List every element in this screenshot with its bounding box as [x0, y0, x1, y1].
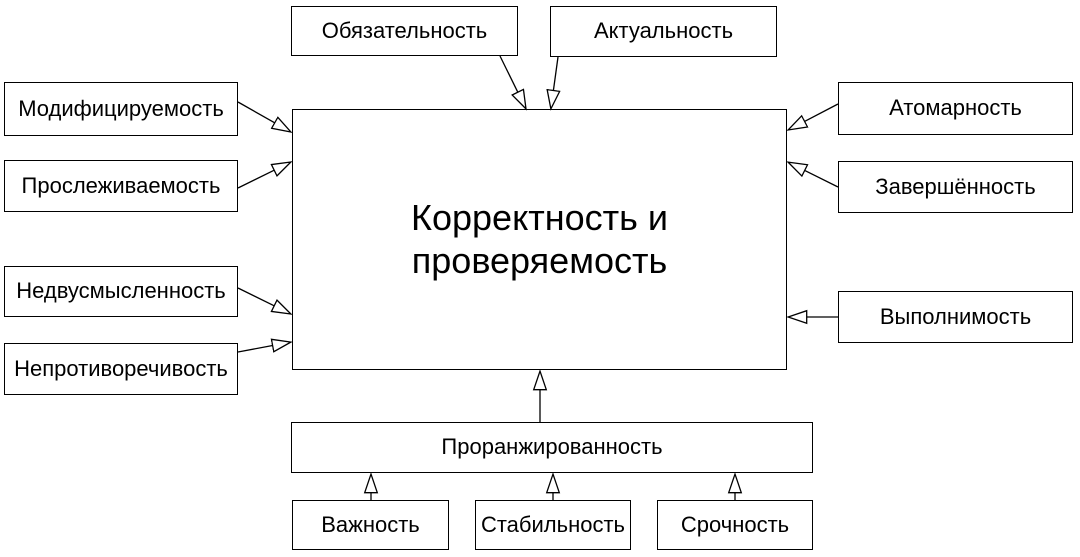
node-completeness: Завершённость	[838, 161, 1073, 213]
node-traceability: Прослеживаемость	[4, 160, 238, 212]
node-atomicity: Атомарность	[838, 82, 1073, 135]
edge-completeness-central	[805, 170, 838, 187]
edge-traceability-central	[238, 170, 274, 188]
node-importance: Важность	[292, 500, 449, 550]
edge-relevance-central	[553, 57, 558, 91]
node-unambiguity: Недвусмысленность	[4, 266, 238, 317]
node-urgency: Срочность	[657, 500, 813, 550]
node-stability: Стабильность	[475, 500, 631, 550]
node-modifiability: Модифицируемость	[4, 82, 238, 136]
node-ranking: Проранжированность	[291, 422, 813, 473]
node-consistency: Непротиворечивость	[4, 343, 238, 395]
edge-modifiability-central	[238, 102, 275, 123]
edge-unambiguity-central	[238, 288, 274, 306]
edge-mandatory-central	[500, 56, 518, 92]
edge-consistency-central	[238, 346, 273, 353]
node-mandatory: Обязательность	[291, 6, 518, 56]
edge-atomicity-central	[805, 104, 838, 121]
node-feasibility: Выполнимость	[838, 291, 1073, 343]
central-node-label: Корректность и проверяемость	[411, 196, 668, 281]
node-relevance: Актуальность	[550, 6, 777, 57]
node-correctness-verifiability	[292, 109, 787, 370]
